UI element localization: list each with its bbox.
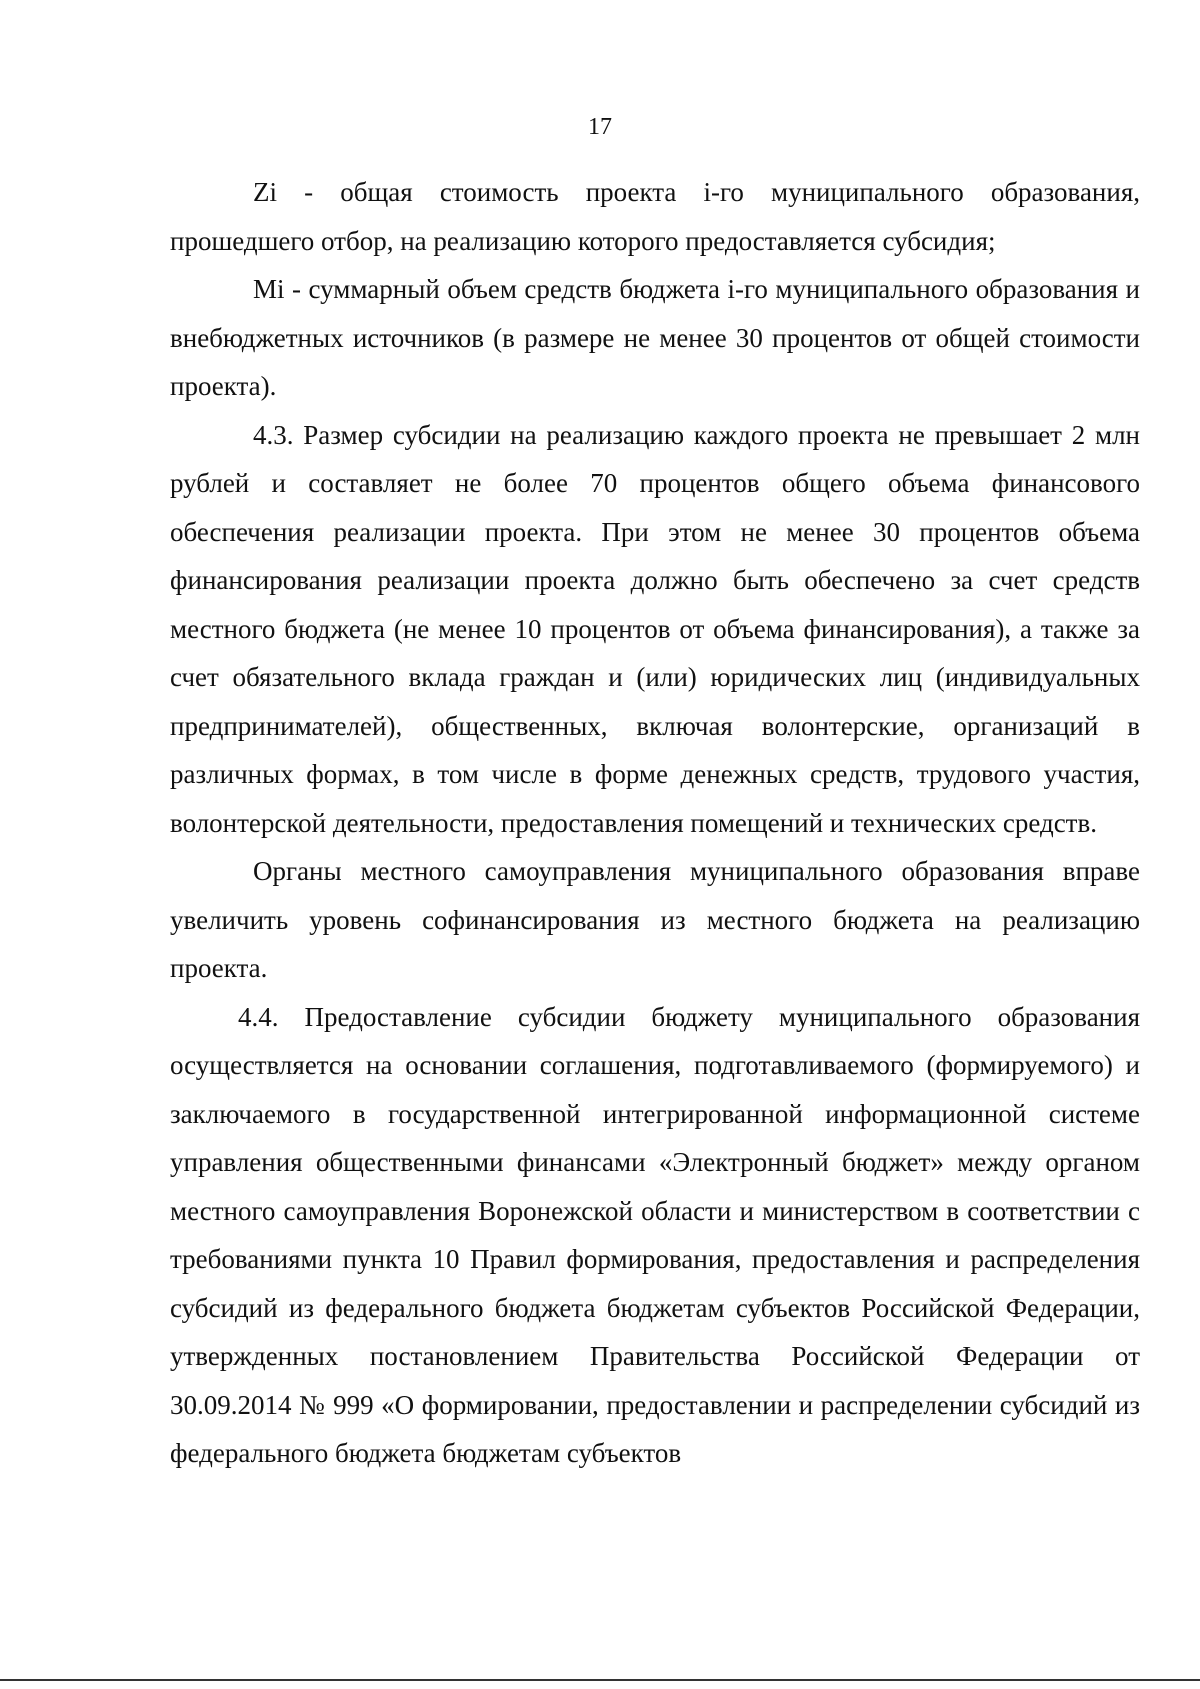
paragraph-local-cofinancing: Органы местного самоуправления муниципального образования вправе увеличить уровень софинансирования из местного бюджета на реализацию проекта. <box>170 856 1140 983</box>
bottom-scan-edge-line <box>0 1679 1200 1681</box>
page-number: 17 <box>588 114 612 140</box>
paragraph-zi-definition: Zi - общая стоимость проекта i-го муниципального образования, прошедшего отбор, на реализацию которого предоставляется субсидия; <box>170 177 1140 256</box>
document-body <box>170 168 1140 1478</box>
paragraph-section-4-4: 4.4. Предоставление субсидии бюджету муниципального образования осуществляется на основании соглашения, подготавливаемого (формируемого) и заключаемого в государственной интегрированной информационной системе управления общественными финансами «Электронный бюджет» между органом местного самоуправления Воронежской области и министерством в соответствии с требованиями пункта 10 Правил формирования, предоставления и распределения субсидий из федерального бюджета бюджетам субъектов Российской Федерации, утвержденных постановлением Правительства Российской Федерации от 30.09.2014 № 999 «О формировании, предоставлении и распределении субсидий из федерального бюджета бюджетам субъектов <box>170 1001 1140 1468</box>
paragraph-section-4-3: 4.3. Размер субсидии на реализацию каждого проекта не превышает 2 млн рублей и составляет не более 70 процентов общего объема финансового обеспечения реализации проекта. При этом не менее 30 процентов объема финансирования реализации проекта должно быть обеспечено за счет средств местного бюджета (не менее 10 процентов от объема финансирования), а также за счет обязательного вклада граждан и (или) юридических лиц (индивидуальных предпринимателей), общественных, включая волонтерские, организаций в различных формах, в том числе в форме денежных средств, трудового участия, волонтерской деятельности, предоставления помещений и технических средств. <box>170 419 1140 838</box>
paragraph-mi-definition: Mi - суммарный объем средств бюджета i-го муниципального образования и внебюджетных источников (в размере не менее 30 процентов от общей стоимости проекта). <box>170 274 1140 401</box>
